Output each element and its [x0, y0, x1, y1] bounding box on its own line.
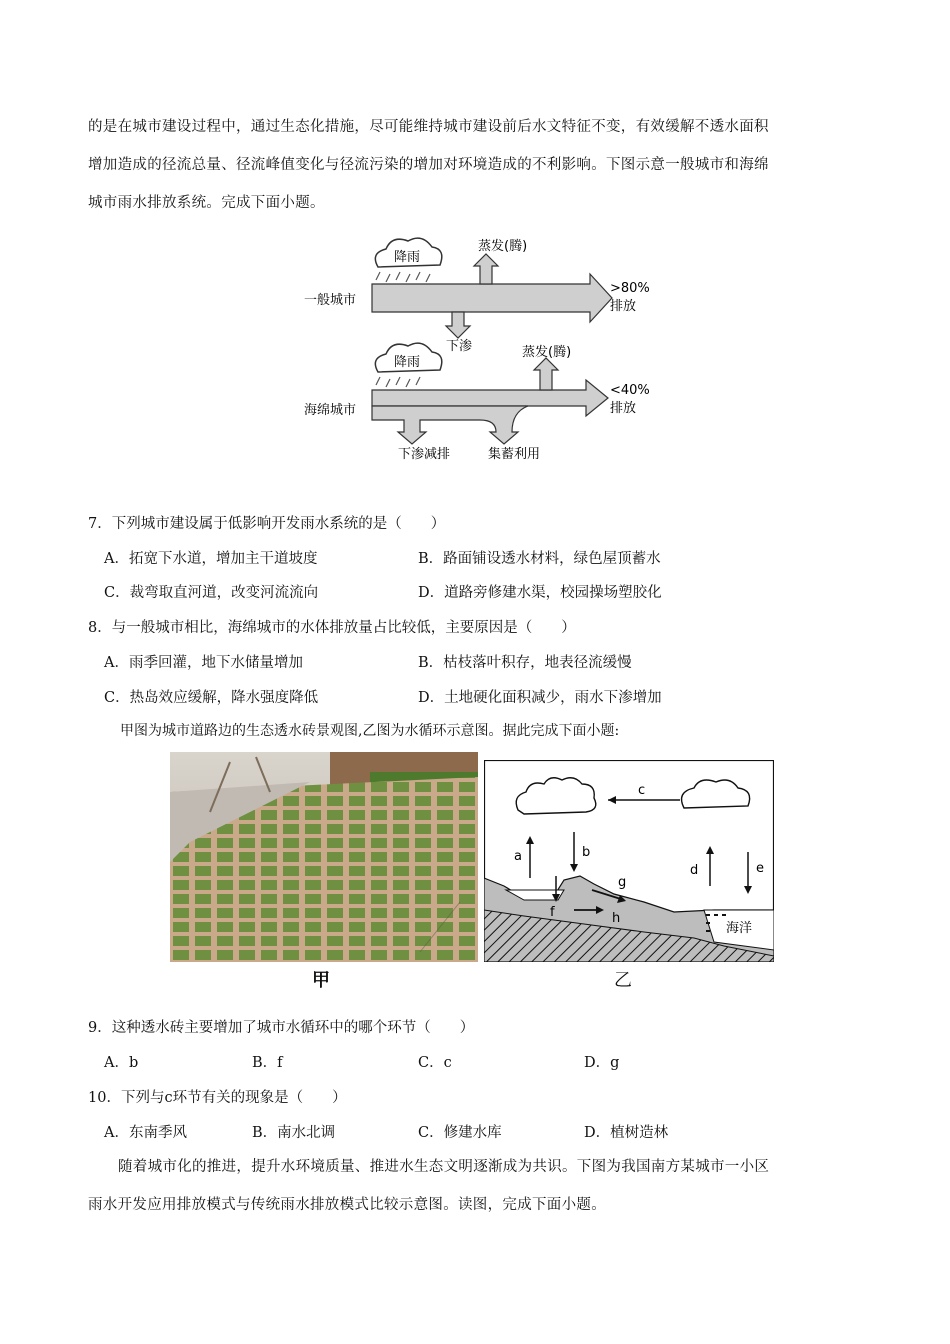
q9-option-c[interactable]: C．c [418, 1055, 452, 1071]
sponge-city-flow [304, 343, 650, 462]
label-h: h [612, 911, 621, 926]
sponge-collect-label: 集蓄利用 [488, 447, 541, 462]
q10-option-b[interactable]: B．南水北调 [252, 1125, 336, 1141]
label-g: g [618, 875, 627, 890]
sponge-city-label: 海绵城市 [304, 403, 357, 418]
mid-paragraph: 甲图为城市道路边的生态透水砖景观图,乙图为水循环示意图。据此完成下面小题: [120, 723, 620, 739]
question-8 [88, 616, 576, 637]
sponge-rain-drops [376, 377, 420, 387]
q10-option-a[interactable]: A．东南季风 [104, 1125, 187, 1141]
general-evap-label: 蒸发(腾) [478, 239, 528, 254]
general-infiltrate-arrow [446, 312, 470, 338]
general-infiltrate-label: 下渗 [446, 339, 473, 354]
final-paragraph [88, 1148, 863, 1224]
figure-yi-label: 乙 [614, 970, 632, 991]
q7-option-d[interactable]: D．道路旁修建水渠，校园操场塑胶化 [418, 585, 662, 601]
water-cycle-diagram [484, 760, 774, 962]
q8-option-c[interactable]: C．热岛效应缓解，降水强度降低 [104, 690, 319, 706]
general-city-label: 一般城市 [304, 293, 357, 308]
q10-option-c[interactable]: C．修建水库 [418, 1125, 502, 1141]
sponge-discharge-label: 排放 [610, 401, 637, 416]
figure-jia-label: 甲 [312, 970, 330, 991]
question-10 [88, 1086, 347, 1107]
q7-option-c[interactable]: C．裁弯取直河道，改变河流流向 [104, 585, 319, 601]
question-7 [88, 512, 445, 533]
final-line-2: 雨水开发应用排放模式与传统雨水排放模式比较示意图。读图，完成下面小题。 [88, 1197, 606, 1213]
intro-line-3: 城市雨水排放系统。完成下面小题。 [88, 195, 325, 211]
intro-line-2: 增加造成的径流总量、径流峰值变化与径流污染的增加对环境造成的不利影响。下图示意一般城市和海绵 [88, 157, 769, 173]
question-9 [88, 1016, 474, 1037]
question-7-number: 7． [88, 516, 112, 532]
label-b: b [582, 845, 591, 860]
ocean-label: 海洋 [726, 921, 753, 936]
permeable-brick-photo [170, 752, 478, 962]
sponge-evap-label: 蒸发(腾) [522, 345, 572, 360]
general-discharge-pct: >80% [610, 281, 650, 296]
question-10-text: 下列与c环节有关的现象是（ ） [120, 1090, 347, 1106]
sponge-rain-label: 降雨 [394, 355, 421, 370]
q9-option-b[interactable]: B．f [252, 1055, 283, 1071]
question-9-text: 这种透水砖主要增加了城市水循环中的哪个环节（ ） [111, 1020, 475, 1036]
sponge-evap-arrow [534, 358, 558, 390]
question-9-number: 9． [88, 1020, 112, 1036]
label-d: d [690, 863, 699, 878]
label-a: a [514, 849, 522, 864]
q7-option-b[interactable]: B．路面铺设透水材料，绿色屋顶蓄水 [418, 551, 661, 567]
q8-option-d[interactable]: D．土地硬化面积减少，雨水下渗增加 [418, 690, 662, 706]
final-line-1: 随着城市化的推进，提升水环境质量、推进水生态文明逐渐成为共识。下图为我国南方某城市一小区 [118, 1159, 770, 1175]
intro-line-1: 的是在城市建设过程中，通过生态化措施，尽可能维持城市建设前后水文特征不变，有效缓解不透水面积 [88, 119, 769, 135]
general-rain-drops [376, 272, 430, 282]
intro-paragraph [88, 108, 863, 222]
q10-option-d[interactable]: D．植树造林 [584, 1125, 669, 1141]
question-8-number: 8． [88, 620, 112, 636]
label-e: e [756, 861, 764, 876]
label-c: c [638, 783, 646, 798]
general-discharge-label: 排放 [610, 299, 637, 314]
q8-option-b[interactable]: B．枯枝落叶积存，地表径流缓慢 [418, 655, 632, 671]
question-7-text: 下列城市建设属于低影响开发雨水系统的是（ ） [111, 516, 446, 532]
q8-option-a[interactable]: A．雨季回灌，地下水储量增加 [104, 655, 303, 671]
question-10-number: 10． [88, 1090, 121, 1106]
q7-option-a[interactable]: A．拓宽下水道，增加主干道坡度 [104, 551, 318, 567]
sponge-wide-body [372, 406, 528, 444]
q9-option-d[interactable]: D．g [584, 1055, 620, 1071]
general-city-flow [304, 238, 650, 354]
sponge-infiltrate-label: 下渗减排 [398, 447, 451, 462]
question-8-text: 与一般城市相比，海绵城市的水体排放量占比较低，主要原因是（ ） [111, 620, 576, 636]
general-evap-arrow [474, 254, 498, 284]
q9-option-a[interactable]: A．b [104, 1055, 139, 1071]
label-f: f [550, 905, 555, 920]
sponge-discharge-pct: <40% [610, 383, 650, 398]
general-rain-label: 降雨 [394, 250, 421, 265]
rainwater-drainage-diagram [300, 232, 660, 472]
